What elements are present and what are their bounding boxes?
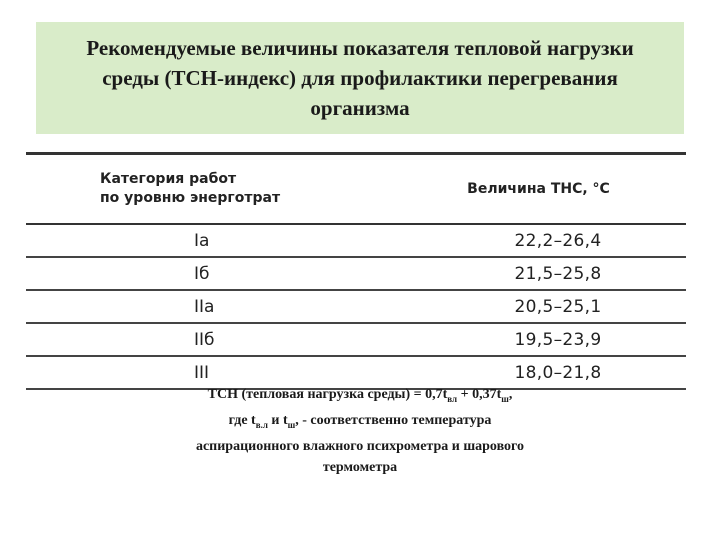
table-row [26,323,686,356]
row-category: IIа [26,290,391,323]
table-header-row [26,154,686,225]
tns-table [26,152,686,390]
table-row [26,257,686,290]
row-category: III [26,356,391,389]
tns-table-container [26,152,686,383]
row-value: 21,5–25,8 [391,257,686,290]
header-work-category: Категория работ по уровню энерготрат [26,154,391,225]
row-value: 19,5–23,9 [391,323,686,356]
table-row [26,290,686,323]
title-box [36,22,684,134]
row-category: Iб [26,257,391,290]
formula-caption: ТСН (тепловая нагрузка среды) = $0,7t_{вл} + 0,37t_ш$, где $t_{в.л}$ и $t_ш$, - соответственно температура аспирационного влажного психрометра и шарового термометра [195,387,525,475]
header-tns-value: Величина ТНС, °С [391,154,686,225]
row-category: Iа [26,224,391,257]
row-category: IIб [26,323,391,356]
title-line-1: Рекомендуемые величины показателя тепловой нагрузки [86,36,634,60]
page-title [45,33,675,123]
row-value: 22,2–26,4 [391,224,686,257]
title-line-2: среды (ТСН-индекс) для профилактики перегревания [102,66,618,90]
row-value: 18,0–21,8 [391,356,686,389]
row-value: 20,5–25,1 [391,290,686,323]
title-line-3: организма [310,96,410,120]
table-row [26,224,686,257]
